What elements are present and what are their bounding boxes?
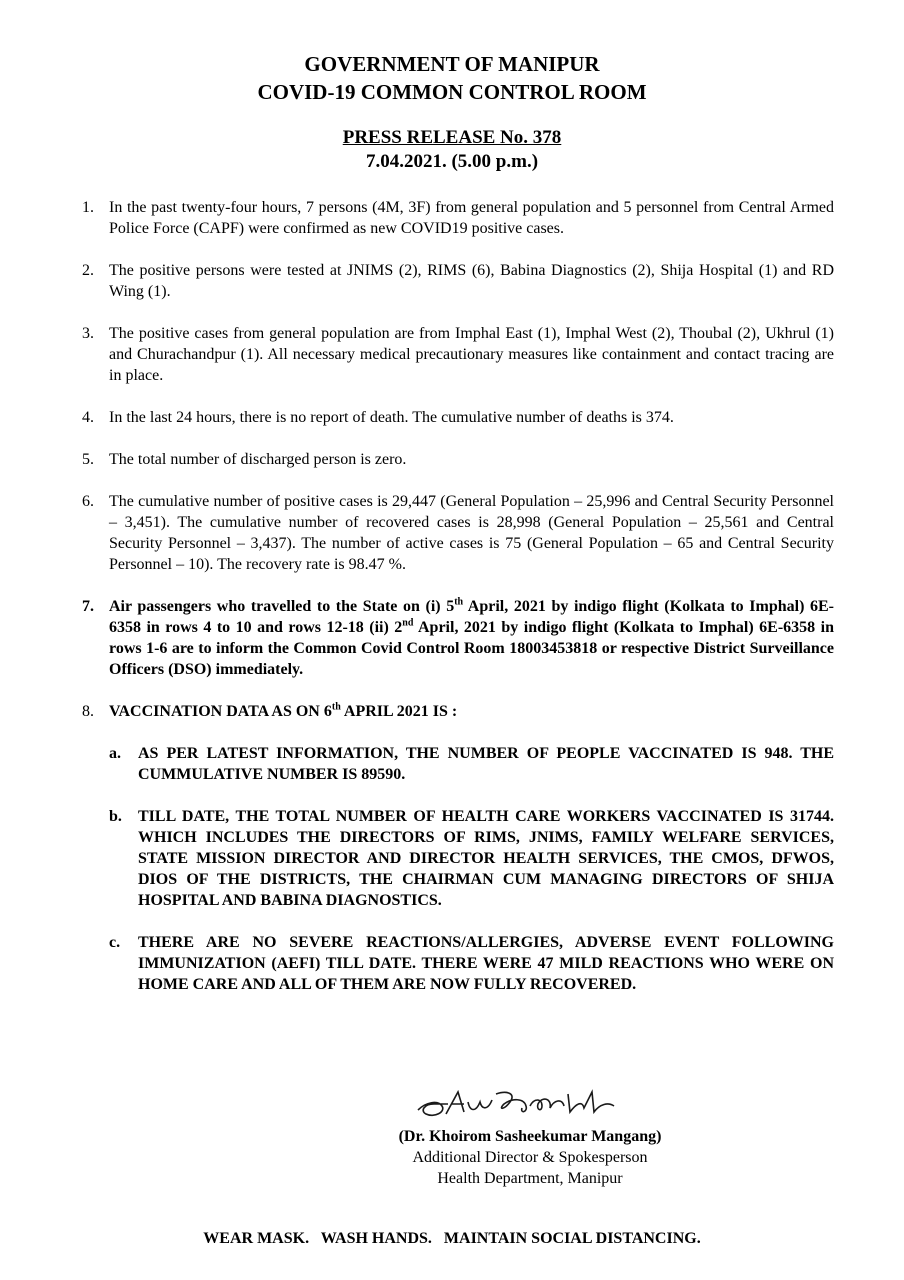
item-text-part: April, 2021 by indigo flight (Kolkata to Imphal) 6E-6358 in rows 4 to 10 and rows 12-18 (ii) 2 bbox=[109, 598, 834, 636]
sub-item-letter: c. bbox=[109, 934, 121, 951]
safety-slogan: WEAR MASK. WASH HANDS. MAINTAIN SOCIAL DISTANCING. bbox=[203, 1230, 701, 1247]
list-item bbox=[82, 407, 834, 428]
release-items bbox=[82, 197, 834, 1016]
heading-part: VACCINATION DATA AS ON 6 bbox=[109, 703, 332, 720]
sub-item-text: AS PER LATEST INFORMATION, THE NUMBER OF PEOPLE VACCINATED IS 948. THE CUMMULATIVE NUMBER IS 89590. bbox=[138, 745, 834, 783]
item-text-part: Air passengers who travelled to the State on (i) 5 bbox=[109, 598, 455, 615]
ordinal-suffix: nd bbox=[402, 617, 414, 629]
item-text: The total number of discharged person is zero. bbox=[109, 451, 407, 468]
item-number: 1. bbox=[82, 199, 94, 216]
sub-item-letter: b. bbox=[109, 808, 122, 825]
sub-list-item bbox=[109, 806, 834, 911]
signatory-department: Health Department, Manipur bbox=[437, 1170, 623, 1187]
air-passengers-notice bbox=[82, 596, 834, 680]
list-item bbox=[82, 197, 834, 239]
item-number: 8. bbox=[82, 703, 94, 720]
ordinal-suffix: th bbox=[331, 701, 341, 713]
document-header bbox=[0, 50, 904, 106]
heading-part: APRIL 2021 IS : bbox=[340, 703, 458, 720]
item-number: 5. bbox=[82, 451, 94, 468]
sub-item-text: TILL DATE, THE TOTAL NUMBER OF HEALTH CARE WORKERS VACCINATED IS 31744. WHICH INCLUDES THE DIRECTORS OF RIMS, JNIMS, FAMILY WELFARE SERVICES, STATE MISSION DIRECTOR AND DIRECTOR HEALTH SERVICES, THE CMOS, DFWOS, DIOS OF THE DISTRICTS, THE CHAIRMAN CUM MANAGING DIRECTORS OF SHIJA HOSPITAL AND BABINA DIAGNOSTICS. bbox=[138, 808, 834, 909]
item-number: 6. bbox=[82, 493, 94, 510]
vaccination-heading bbox=[109, 703, 457, 720]
list-item bbox=[82, 260, 834, 302]
item-number: 2. bbox=[82, 262, 94, 279]
vaccination-sub-items bbox=[82, 743, 834, 995]
signatory-title: Additional Director & Spokesperson bbox=[412, 1149, 648, 1166]
item-text-part: April, 2021 by indigo flight (Kolkata to Imphal) 6E-6358 in rows 1-6 are to inform the Common Covid Control Room 18003453818 or respective District Surveillance Officers (DSO) immediately. bbox=[109, 619, 834, 678]
item-text: In the past twenty-four hours, 7 persons (4M, 3F) from general population and 5 personnel from Central Armed Police Force (CAPF) were confirmed as new COVID19 positive cases. bbox=[109, 199, 834, 237]
sub-item-letter: a. bbox=[109, 745, 121, 762]
sub-list-item bbox=[109, 932, 834, 995]
list-item bbox=[82, 491, 834, 575]
item-number: 3. bbox=[82, 325, 94, 342]
control-room-name: COVID-19 COMMON CONTROL ROOM bbox=[257, 80, 647, 104]
ordinal-suffix: th bbox=[454, 596, 464, 608]
press-release-heading bbox=[0, 126, 904, 174]
handwritten-signature bbox=[412, 1080, 632, 1130]
signatory-name: (Dr. Khoirom Sasheekumar Mangang) bbox=[398, 1128, 662, 1145]
item-text: The positive persons were tested at JNIMS (2), RIMS (6), Babina Diagnostics (2), Shija Hospital (1) and RD Wing (1). bbox=[109, 262, 834, 300]
item-text: The positive cases from general population are from Imphal East (1), Imphal West (2), Thoubal (2), Ukhrul (1) and Churachandpur (1). All necessary medical precautionary measures like containment and contact tracing are in place. bbox=[109, 325, 834, 384]
press-release-date: 7.04.2021. (5.00 p.m.) bbox=[365, 151, 539, 172]
sub-item-text: THERE ARE NO SEVERE REACTIONS/ALLERGIES, ADVERSE EVENT FOLLOWING IMMUNIZATION (AEFI) TILL DATE. THERE WERE 47 MILD REACTIONS WHO WERE ON HOME CARE AND ALL OF THEM ARE NOW FULLY RECOVERED. bbox=[138, 934, 834, 993]
government-name: GOVERNMENT OF MANIPUR bbox=[304, 52, 600, 76]
list-item bbox=[82, 449, 834, 470]
signatory-block bbox=[330, 1126, 730, 1189]
item-text: In the last 24 hours, there is no report of death. The cumulative number of deaths is 374. bbox=[109, 409, 674, 426]
sub-list-item bbox=[109, 743, 834, 785]
item-text: The cumulative number of positive cases is 29,447 (General Population – 25,996 and Central Security Personnel – 3,451). The cumulative number of recovered cases is 28,998 (General Population – 25,561 and Central Security Personnel – 3,437). The number of active cases is 75 (General Population – 65 and Central Security Personnel – 10). The recovery rate is 98.47 %. bbox=[109, 493, 834, 573]
list-item bbox=[82, 323, 834, 386]
item-number: 4. bbox=[82, 409, 94, 426]
item-number: 7. bbox=[82, 598, 94, 615]
press-release-number: PRESS RELEASE No. 378 bbox=[342, 127, 562, 148]
vaccination-section bbox=[82, 701, 834, 722]
